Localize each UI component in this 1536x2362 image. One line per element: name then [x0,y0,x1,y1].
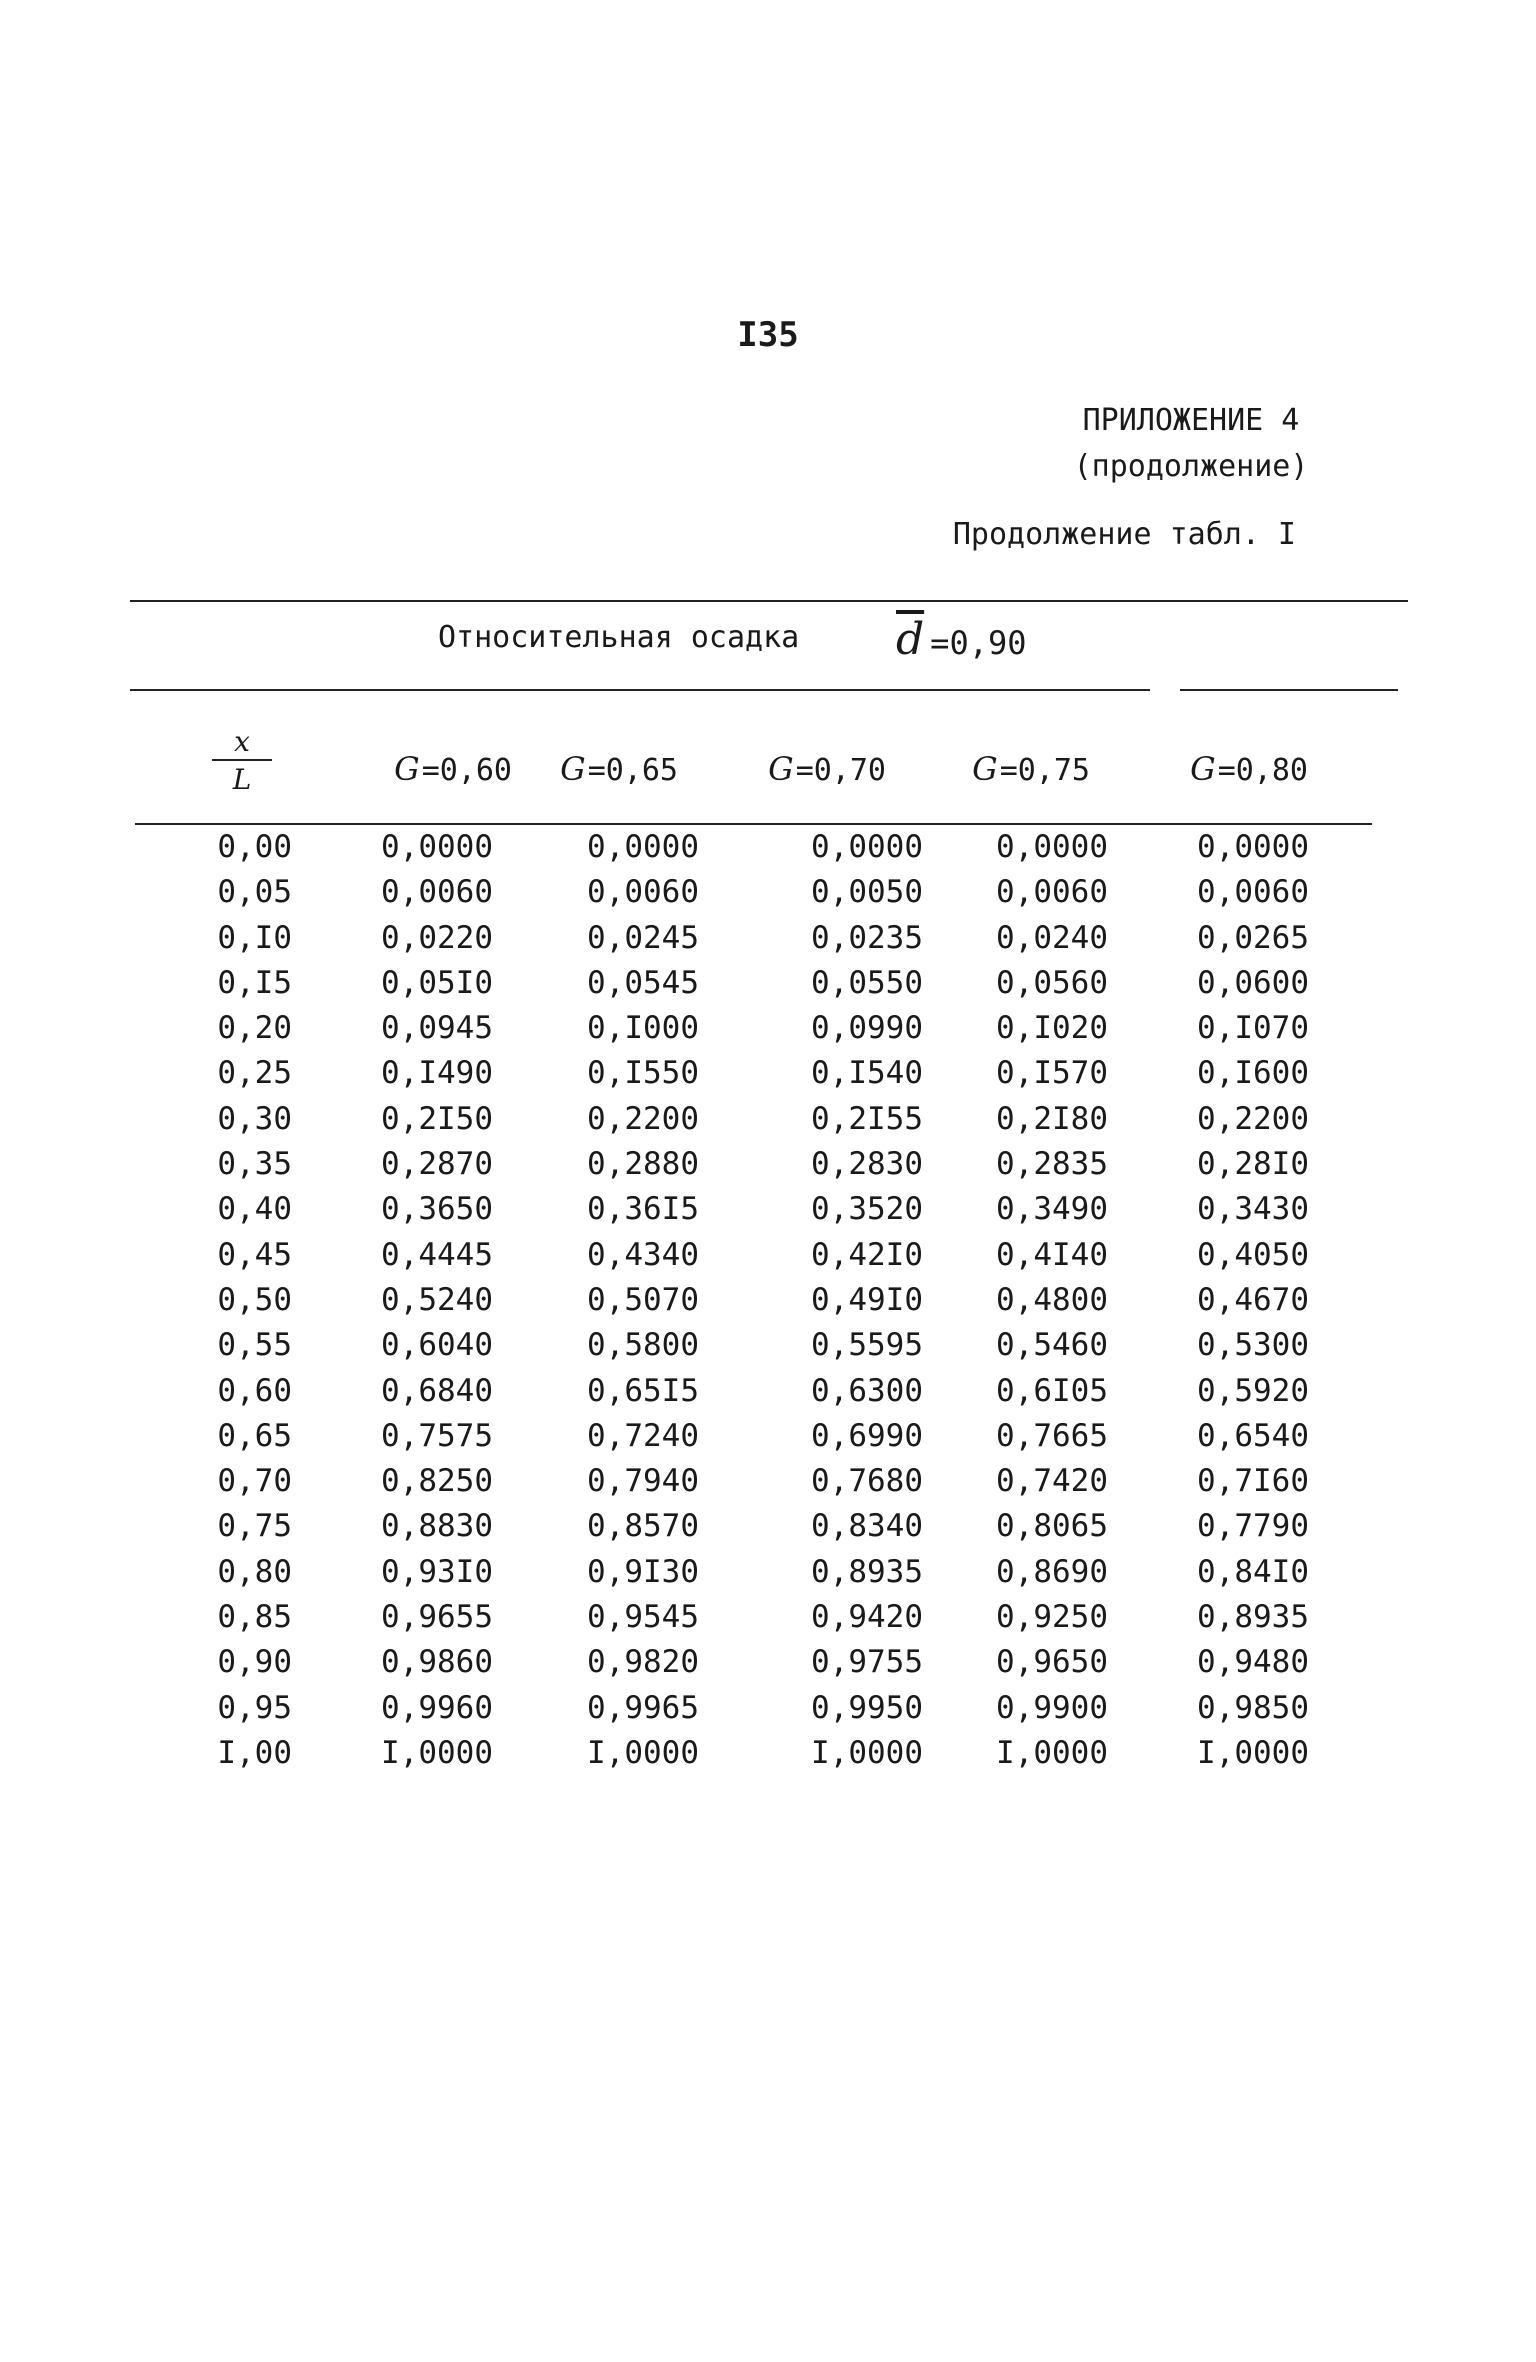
table-row [0,1323,1536,1368]
table-row [0,1006,1536,1051]
column-label: =0,70 [795,753,886,788]
x-over-l-cell: 0,80 [217,1553,292,1590]
title-rule-left [130,689,1150,691]
settlement-cell: 0,9900 [996,1689,1108,1726]
settlement-cell: 0,I540 [811,1055,923,1092]
settlement-cell: 0,2I80 [996,1100,1108,1137]
settlement-cell: 0,65I5 [587,1372,699,1409]
table-row [0,1504,1536,1549]
settlement-cell: 0,0945 [381,1010,493,1047]
settlement-cell: 0,5300 [1197,1327,1309,1364]
column-symbol: G [768,750,794,788]
column-label: =0,60 [421,753,512,788]
table-row [0,1550,1536,1595]
settlement-cell: 0,3490 [996,1191,1108,1228]
column-symbol: G [394,750,420,788]
settlement-cell: 0,2830 [811,1146,923,1183]
settlement-cell: 0,I550 [587,1055,699,1092]
table-row [0,1369,1536,1414]
settlement-cell: 0,36I5 [587,1191,699,1228]
appendix-heading [1066,398,1316,490]
table-row [0,1278,1536,1323]
x-over-l-cell: 0,I0 [217,919,292,956]
settlement-cell: 0,I570 [996,1055,1108,1092]
settlement-cell: 0,4I40 [996,1236,1108,1273]
settlement-cell: 0,6300 [811,1372,923,1409]
settlement-cell: 0,I600 [1197,1055,1309,1092]
settlement-cell: 0,I490 [381,1055,493,1092]
settlement-cell: 0,2I50 [381,1100,493,1137]
settlement-cell: 0,0245 [587,919,699,956]
settlement-cell: 0,I070 [1197,1010,1309,1047]
settlement-value-text: =0,90 [930,624,1027,662]
settlement-cell: 0,3430 [1197,1191,1309,1228]
settlement-cell: 0,9655 [381,1599,493,1636]
settlement-cell: 0,9965 [587,1689,699,1726]
table-row [0,1097,1536,1142]
settlement-cell: I,0000 [587,1734,699,1771]
settlement-cell: 0,4050 [1197,1236,1309,1273]
settlement-cell: 0,5240 [381,1281,493,1318]
appendix-subtitle: (продолжение) [1073,449,1309,484]
settlement-cell: 0,0000 [811,829,923,865]
settlement-cell: 0,5920 [1197,1372,1309,1409]
settlement-cell: 0,9950 [811,1689,923,1726]
settlement-cell: 0,0060 [381,874,493,911]
settlement-cell: 0,4670 [1197,1281,1309,1318]
fraction-bar [212,759,272,761]
settlement-cell: 0,5070 [587,1281,699,1318]
settlement-cell: 0,05I0 [381,964,493,1001]
fraction-denominator: L [232,763,252,796]
settlement-cell: 0,8690 [996,1553,1108,1590]
table-top-rule [130,600,1408,602]
column-header [548,750,678,788]
x-over-l-cell: 0,30 [217,1100,292,1137]
settlement-cell: 0,0050 [811,874,923,911]
settlement-cell: 0,7I60 [1197,1463,1309,1500]
settlement-cell: I,0000 [996,1734,1108,1771]
settlement-cell: 0,49I0 [811,1281,923,1318]
settlement-cell: 0,0235 [811,919,923,956]
x-over-l-cell: I,00 [217,1734,292,1771]
settlement-cell: 0,2200 [1197,1100,1309,1137]
settlement-cell: 0,8830 [381,1508,493,1545]
settlement-cell: 0,0060 [1197,874,1309,911]
settlement-cell: 0,9850 [1197,1689,1309,1726]
settlement-cell: 0,0000 [381,829,493,865]
settlement-cell: 0,6I05 [996,1372,1108,1409]
table-row [0,916,1536,961]
x-over-l-cell: 0,05 [217,874,292,911]
settlement-cell: 0,9755 [811,1644,923,1681]
settlement-cell: 0,9250 [996,1599,1108,1636]
settlement-cell: 0,5460 [996,1327,1108,1364]
settlement-cell: 0,28I0 [1197,1146,1309,1183]
table-row [0,1731,1536,1776]
column-label: =0,75 [999,753,1090,788]
x-over-l-cell: 0,70 [217,1463,292,1500]
table-row [0,1459,1536,1504]
settlement-cell: 0,2870 [381,1146,493,1183]
settlement-cell: 0,9860 [381,1644,493,1681]
settlement-cell: 0,4800 [996,1281,1108,1318]
settlement-cell: 0,0000 [587,829,699,865]
settlement-cell: 0,42I0 [811,1236,923,1273]
x-over-l-cell: 0,55 [217,1327,292,1364]
settlement-cell: 0,2200 [587,1100,699,1137]
column-header [372,750,512,788]
settlement-cell: 0,0545 [587,964,699,1001]
table-row [0,1233,1536,1278]
table-row [0,870,1536,915]
settlement-cell: 0,9480 [1197,1644,1309,1681]
settlement-cell: 0,8935 [1197,1599,1309,1636]
column-symbol: G [1190,750,1216,788]
x-over-l-cell: 0,40 [217,1191,292,1228]
settlement-cell: 0,0000 [1197,829,1309,865]
title-rule-right [1180,689,1398,691]
settlement-cell: 0,9960 [381,1689,493,1726]
column-header [1178,750,1308,788]
settlement-cell: 0,84I0 [1197,1553,1309,1590]
settlement-cell: 0,5595 [811,1327,923,1364]
table-row [0,961,1536,1006]
settlement-cell: 0,0060 [996,874,1108,911]
table-row [0,1142,1536,1187]
x-over-l-cell: 0,25 [217,1055,292,1092]
settlement-cell: 0,8250 [381,1463,493,1500]
x-over-l-cell: 0,45 [217,1236,292,1273]
settlement-cell: 0,2835 [996,1146,1108,1183]
settlement-cell: 0,0990 [811,1010,923,1047]
x-over-l-cell: 0,85 [217,1599,292,1636]
settlement-cell: 0,I000 [587,1010,699,1047]
table-row [0,1640,1536,1685]
appendix-title: ПРИЛОЖЕНИЕ 4 [1082,403,1300,438]
settlement-cell: 0,9420 [811,1599,923,1636]
column-label: =0,80 [1217,753,1308,788]
settlement-cell: 0,8935 [811,1553,923,1590]
settlement-cell: 0,4445 [381,1236,493,1273]
settlement-cell: 0,6840 [381,1372,493,1409]
fraction-numerator: x [234,725,250,758]
table-title: Относительная осадка [438,620,800,655]
table-row [0,1686,1536,1731]
settlement-cell: 0,0220 [381,919,493,956]
column-symbol: G [560,750,586,788]
settlement-cell: 0,9820 [587,1644,699,1681]
table-row [0,825,1536,870]
table-row [0,1051,1536,1096]
settlement-cell: 0,93I0 [381,1553,493,1590]
settlement-cell: 0,7940 [587,1463,699,1500]
x-over-l-cell: 0,75 [217,1508,292,1545]
x-over-l-cell: 0,20 [217,1010,292,1047]
table-header-row [0,720,1536,810]
settlement-cell: 0,7790 [1197,1508,1309,1545]
x-over-l-cell: 0,I5 [217,964,292,1001]
settlement-cell: 0,7665 [996,1417,1108,1454]
settlement-cell: 0,2I55 [811,1100,923,1137]
settlement-cell: 0,0060 [587,874,699,911]
x-over-l-cell: 0,35 [217,1146,292,1183]
settlement-cell: 0,0600 [1197,964,1309,1001]
settlement-cell: 0,0265 [1197,919,1309,956]
settlement-cell: 0,2880 [587,1146,699,1183]
column-label: =0,65 [587,753,678,788]
settlement-cell: 0,0240 [996,919,1108,956]
x-over-l-cell: 0,90 [217,1644,292,1681]
settlement-cell: 0,I020 [996,1010,1108,1047]
table-row [0,1187,1536,1232]
settlement-cell: I,0000 [811,1734,923,1771]
page-number: I35 [737,315,799,355]
settlement-cell: 0,6040 [381,1327,493,1364]
column-header [756,750,886,788]
settlement-cell: 0,6540 [1197,1417,1309,1454]
x-over-l-cell: 0,95 [217,1689,292,1726]
settlement-cell: 0,8065 [996,1508,1108,1545]
column-header [960,750,1090,788]
settlement-cell: 0,6990 [811,1417,923,1454]
x-over-l-cell: 0,65 [217,1417,292,1454]
settlement-value [896,614,1027,665]
settlement-cell: 0,7420 [996,1463,1108,1500]
settlement-cell: 0,9545 [587,1599,699,1636]
column-symbol: G [972,750,998,788]
table-row [0,1595,1536,1640]
settlement-cell: 0,3650 [381,1191,493,1228]
settlement-cell: 0,4340 [587,1236,699,1273]
table-row [0,1414,1536,1459]
x-over-l-cell: 0,00 [217,829,292,865]
settlement-cell: 0,7240 [587,1417,699,1454]
settlement-cell: 0,5800 [587,1327,699,1364]
settlement-cell: I,0000 [1197,1734,1309,1771]
settlement-cell: 0,9650 [996,1644,1108,1681]
x-over-l-header [212,725,272,796]
settlement-symbol: $\overline{d}$ [896,614,925,665]
settlement-cell: 0,7575 [381,1417,493,1454]
settlement-cell: I,0000 [381,1734,493,1771]
settlement-table [0,825,1536,1776]
settlement-cell: 0,3520 [811,1191,923,1228]
settlement-cell: 0,0550 [811,964,923,1001]
settlement-cell: 0,9I30 [587,1553,699,1590]
settlement-cell: 0,7680 [811,1463,923,1500]
settlement-cell: 0,0560 [996,964,1108,1001]
settlement-cell: 0,8570 [587,1508,699,1545]
x-over-l-cell: 0,50 [217,1281,292,1318]
table-caption: Продолжение табл. I [952,517,1296,552]
settlement-cell: 0,8340 [811,1508,923,1545]
settlement-cell: 0,0000 [996,829,1108,865]
x-over-l-cell: 0,60 [217,1372,292,1409]
